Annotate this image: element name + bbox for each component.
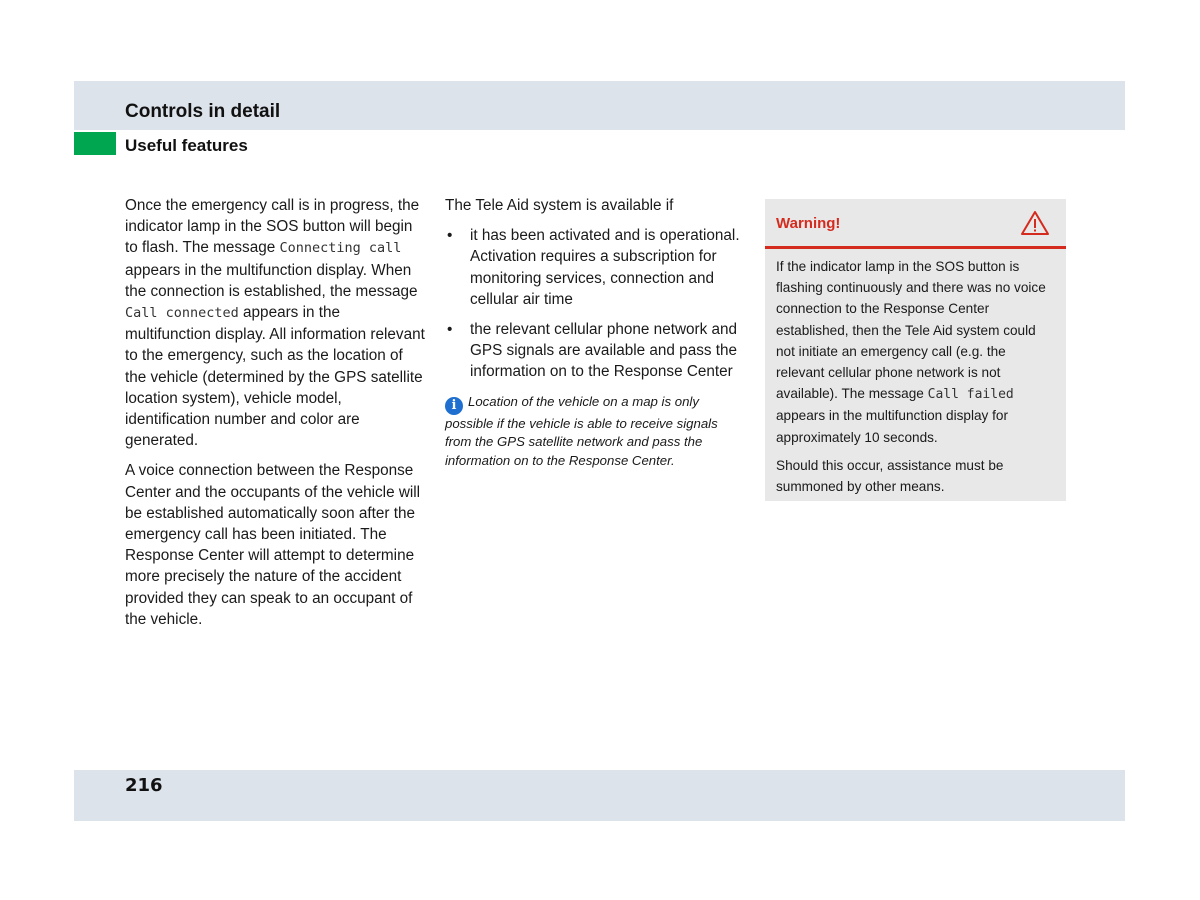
availability-list: [445, 225, 747, 382]
list-item: [445, 225, 747, 310]
text-run: appears in the multifunction display. When the connection is established, the message: [125, 261, 418, 300]
warning-paragraph-2: Should this occur, assistance must be summoned by other means.: [776, 457, 1004, 495]
text-run: If the indicator lamp in the SOS button is flashing continuously and there was no voice connection to the Response Center established, then the Tele Aid system could not initiate an emergency call (e.g. the relevant cellular phone network is not available). The message: [776, 259, 1046, 402]
warning-title: Warning!: [776, 215, 841, 232]
paragraph-voice-connection: A voice connection between the Response Center and the occupants of the vehicle will be established automatically soon after the emergency call has been initiated. The Response Center will attempt to determine more precisely the nature of the accident provided they can speak to an occupant of the vehicle.: [125, 462, 421, 628]
text-run: appears in the multifunction display for approximately 10 seconds.: [776, 408, 1008, 445]
page-number: 216: [125, 775, 163, 796]
list-item-text: the relevant cellular phone network and GPS signals are available and pass the information on to the Response Center: [470, 321, 738, 381]
warning-box: [765, 199, 1066, 501]
list-item: [445, 319, 747, 383]
subsection-title: Useful features: [125, 136, 248, 155]
info-icon: i: [445, 397, 463, 415]
list-item-text: it has been activated and is operational. Activation requires a subscription for monitoring services, connection and cellular air time: [470, 227, 740, 308]
display-message-connecting: Connecting call: [279, 240, 402, 257]
text-run: Once the emergency call is in progress, the indicator lamp in the SOS button will begin to flash. The message: [125, 197, 420, 257]
text-column-2: [445, 195, 747, 480]
warning-body: [765, 249, 1066, 497]
paragraph-emergency-call: [125, 195, 427, 451]
footer-band: [74, 770, 1125, 821]
bullet-icon: •: [447, 321, 453, 339]
info-note-text: Location of the vehicle on a map is only possible if the vehicle is able to receive signals from the GPS satellite network and pass the information on to the Response Center.: [445, 393, 718, 469]
availability-intro: The Tele Aid system is available if: [445, 197, 674, 214]
display-message-failed: Call failed: [927, 387, 1014, 403]
display-message-connected: Call connected: [125, 305, 239, 322]
section-title: Controls in detail: [125, 101, 281, 122]
text-column-1: [125, 195, 427, 639]
text-run: appears in the multifunction display. All information relevant to the emergency, such as the location of the vehicle (determined by the GPS satellite location system), vehicle model, identification number and color are generated.: [125, 304, 425, 450]
info-note: [445, 393, 747, 471]
section-marker: [74, 132, 116, 155]
warning-triangle-icon: [1020, 210, 1050, 236]
bullet-icon: •: [447, 227, 453, 245]
warning-header: [765, 199, 1066, 249]
warning-paragraph-1: [776, 256, 1056, 448]
